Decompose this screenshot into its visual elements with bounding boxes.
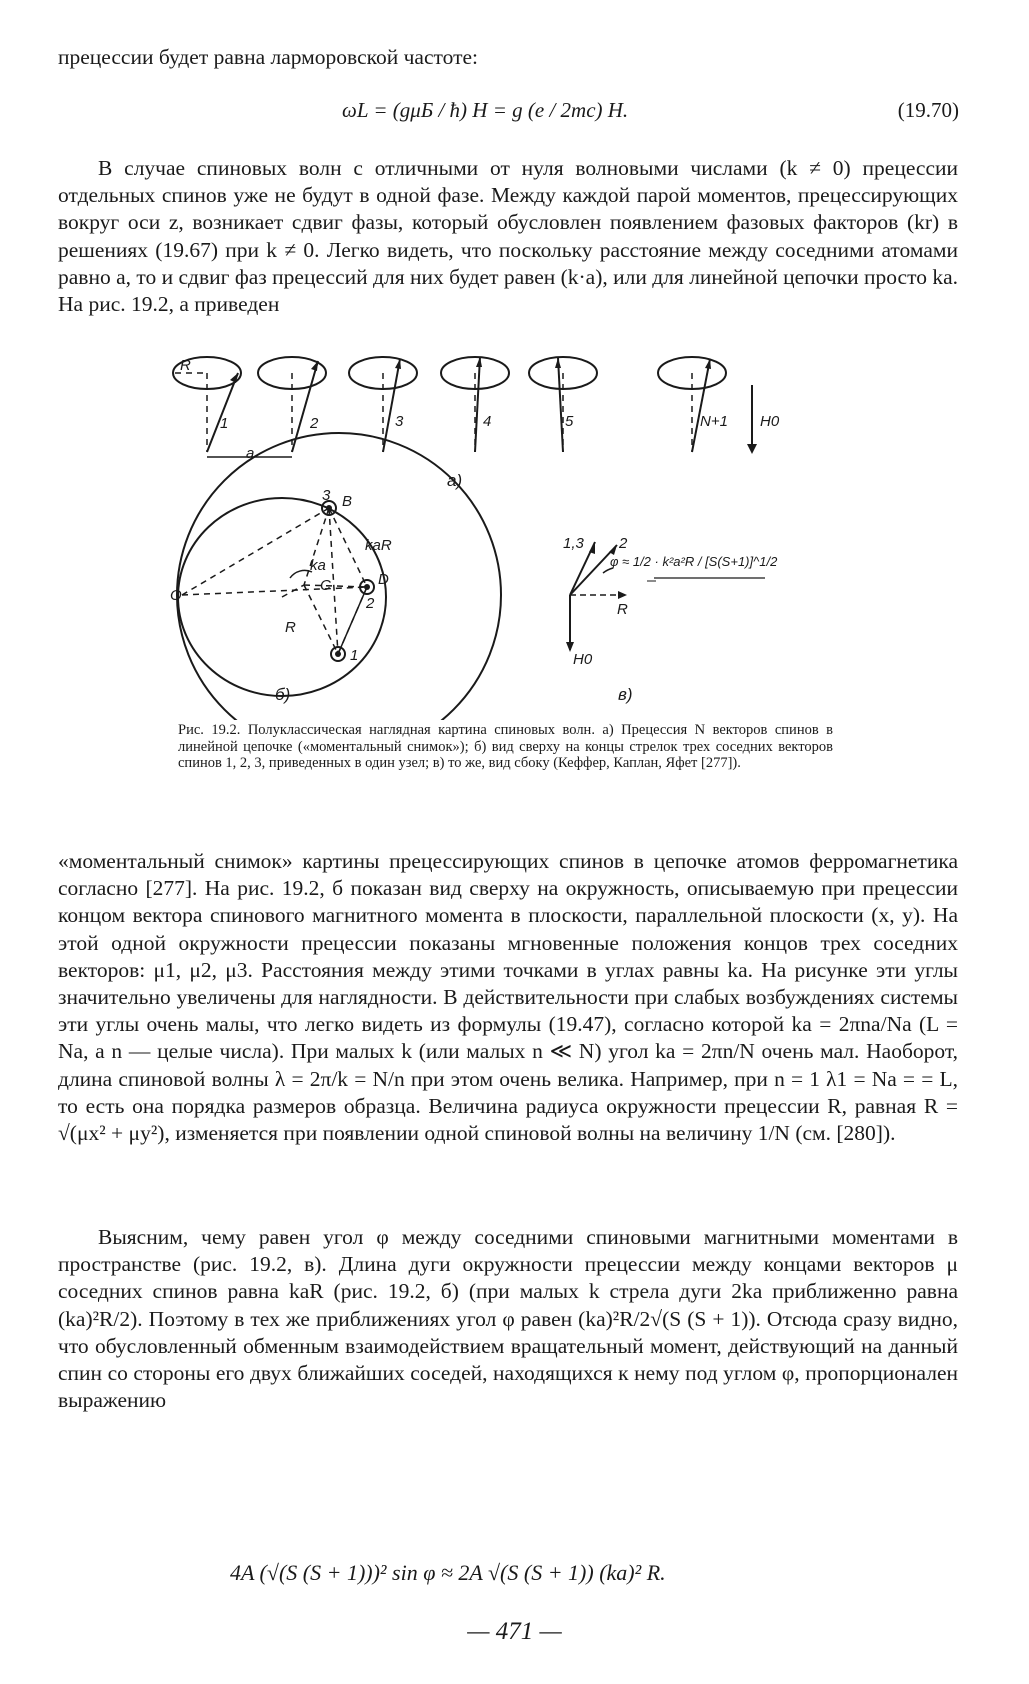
spacing-label: a: [246, 445, 255, 462]
label-1: 1: [350, 647, 359, 664]
label-3: 3: [322, 490, 331, 504]
label-13: 1,3: [563, 535, 584, 552]
radius-label: R: [180, 357, 191, 374]
panel-b-label: б): [275, 685, 291, 704]
spin-label: 3: [395, 413, 404, 430]
panel-b-final: [170, 490, 410, 705]
label-ka: ka: [310, 557, 326, 574]
spin-label: 2: [310, 415, 319, 432]
label-r: R: [617, 601, 628, 618]
spin-vector: [692, 359, 710, 452]
label-c: C: [320, 577, 331, 594]
spin-vector: [383, 359, 400, 452]
spin-label: 4: [483, 413, 492, 430]
panel-c: [555, 530, 790, 710]
intro-line: прецессии будет равна ларморовской частоте:: [58, 45, 478, 69]
label-2: 2: [366, 595, 375, 612]
field-label: H0: [760, 413, 780, 430]
spin-vector: [207, 373, 238, 452]
equation-final: 4A (√(S (S + 1)))² sin φ ≈ 2A √(S (S + 1)) (ka)² R.: [230, 1560, 666, 1585]
spin-label: 1: [220, 415, 229, 432]
page-number: — 471 —: [467, 1618, 562, 1645]
label-2: 2: [619, 535, 628, 552]
equation-number-19-70: (19.70): [897, 98, 959, 122]
spin-label: 5: [565, 413, 574, 430]
equation-19-70: ωL = (gμБ / ħ) H = g (e / 2mc) H.: [342, 98, 629, 122]
spin-vector: [475, 357, 480, 452]
paragraph-1: В случае спиновых волн с отличными от нуля волновыми числами (k ≠ 0) прецессии отдельных спинов уже не будут в одной фазе. Между каждой парой моментов, прецессирующих вокруг оси z, возникает сдвиг фазы, который обусловлен появлением фазовых факторов (kr) в решениях (19.67) при k ≠ 0. Легко видеть, что поскольку расстояние между соседними атомами равно a, то и сдвиг фаз прецессий для них будет равен (k·a), или для линейной цепочки просто ka. На рис. 19.2, a приведен: [58, 156, 958, 317]
panel-c-label: в): [618, 685, 633, 704]
paragraph-3: Выясним, чему равен угол φ между соседними спиновыми магнитными моментами в пространстве (рис. 19.2, в). Длина дуги окружности прецессии между концами векторов μ соседних спинов равна kaR (рис. 19.2, б) (при малых k стрела дуги 2ka приближенно равна (ka)²R/2). Поэтому в тех же приближениях угол φ равен (ka)²R/2√(S (S + 1)). Отсюда сразу видно, что обусловленный обменным взаимодействием вращательный момент, действующий на данный спин со стороны его двух ближайших соседей, находящихся к нему под углом φ, пропорционален выражению: [58, 1225, 958, 1413]
label-h0: H0: [573, 651, 593, 668]
label-kar: kaR: [365, 537, 392, 554]
panel-a-label: a): [447, 471, 463, 490]
label-b: B: [342, 493, 353, 510]
spin-vector: [558, 358, 563, 452]
spin-label: N+1: [700, 413, 728, 430]
phi-formula: φ ≈ 1/2 · k²a²R / [S(S+1)]^1/2: [610, 554, 778, 569]
figure-caption: Рис. 19.2. Полуклассическая наглядная картина спиновых волн. а) Прецессия N векторов спинов в линейной цепочке («моментальный снимок»); б) вид сверху на концы стрелок трех соседних векторов спинов 1, 2, 3, приведенных в один узел; в) то же, вид сбоку (Кеффер, Каплан, Яфет [277]).: [178, 722, 833, 771]
paragraph-2: «моментальный снимок» картины прецессирующих спинов в цепочке атомов ферромагнетика согласно [277]. На рис. 19.2, б показан вид сверху на окружность, описываемую при прецессии концом вектора спинового магнитного момента в плоскости, параллельной плоскости (x, y). На этой одной окружности прецессии показаны мгновенные положения концов трех соседних векторов: μ1, μ2, μ3. Расстояния между этими точками в углах равны ka. На рисунке эти углы значительно увеличены для наглядности. В действительности при слабых возбуждениях системы эти углы очень малы, что легко видеть из формулы (19.47), согласно которой ka = 2πna/Na (L = Na, а n — целые числа). При малых k (или малых n ≪ N) угол ka = 2πn/N очень мал. Наоборот, длина спиновой волны λ = 2π/k = N/n при этом очень велика. Например, при n = 1 λ1 = Na = = L, то есть она порядка размеров образца. Величина радиуса окружности прецессии R, равная R = √(μx² + μy²), изменяется при появлении одной спиновой волны на величину 1/N (см. [280]).: [58, 849, 958, 1146]
label-d: D: [378, 571, 389, 588]
label-r: R: [285, 619, 296, 636]
label-o: O: [170, 587, 182, 604]
